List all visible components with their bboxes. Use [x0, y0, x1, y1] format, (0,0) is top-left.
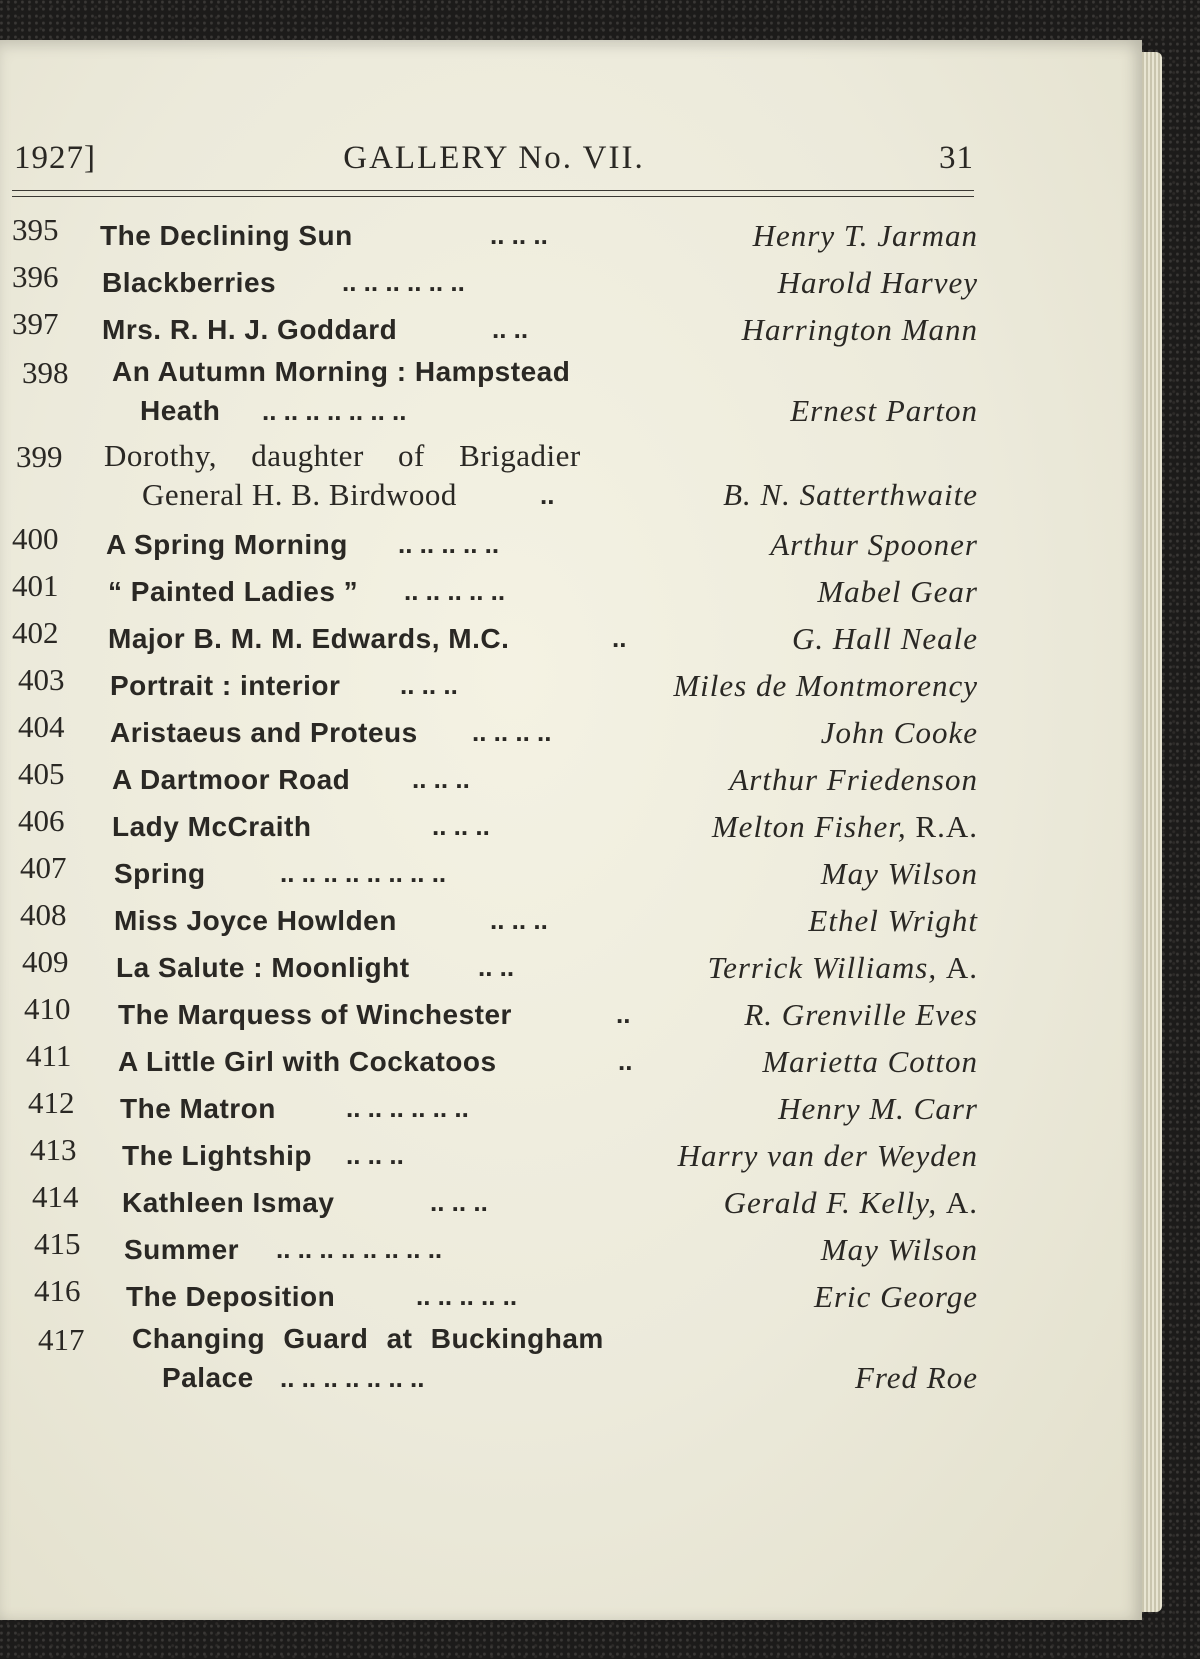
leader-dots: .. [540, 480, 555, 510]
catalogue-entry [12, 803, 978, 850]
leader-dots: .. .. [478, 952, 515, 982]
entry-number: 396 [12, 259, 59, 294]
entry-number: 415 [34, 1226, 81, 1261]
entry-title: The Deposition [126, 1281, 336, 1312]
entry-artist: B. N. Satterthwaite [723, 477, 978, 512]
catalogue-entry [12, 437, 978, 521]
entry-artist [712, 803, 978, 850]
artist-suffix: A. [945, 1185, 978, 1220]
header-page-number: 31 [939, 140, 974, 176]
entry-artist: G. Hall Neale [791, 621, 978, 656]
catalogue-entry [12, 1132, 978, 1179]
leader-dots: .. .. .. [430, 1187, 488, 1217]
entry-number: 406 [18, 803, 65, 838]
entry-title: An Autumn Morning : Hampstead [112, 356, 571, 387]
catalogue-entry [12, 897, 978, 944]
entry-title: The Marquess of Winchester [118, 999, 512, 1030]
entry-title: Aristaeus and Proteus [110, 717, 418, 748]
entry-title: Blackberries [102, 267, 277, 298]
entry-title: Spring [114, 858, 206, 889]
entry-artist: Henry M. Carr [778, 1091, 978, 1126]
catalogue-entry [12, 756, 978, 803]
entry-title: Lady McCraith [112, 811, 312, 842]
catalogue-entry [12, 709, 978, 756]
catalogue-entry [12, 1273, 978, 1320]
leader-dots: .. .. .. [490, 220, 548, 250]
entry-title: The Declining Sun [100, 220, 353, 251]
entry-number: 414 [32, 1179, 79, 1214]
entry-artist: Mabel Gear [817, 574, 978, 609]
entry-number: 405 [18, 756, 65, 791]
artist-name: Gerald F. Kelly, [723, 1185, 938, 1220]
entry-artist: May Wilson [820, 856, 978, 891]
leader-dots: .. .. .. [412, 764, 470, 794]
catalogue-entry [12, 521, 978, 568]
catalogue-entry [12, 1179, 978, 1226]
leader-dots: .. .. .. [490, 905, 548, 935]
catalogue-entry [12, 212, 978, 259]
leader-dots: .. [618, 1046, 633, 1076]
entry-title-continued: Palace [162, 1362, 254, 1393]
artist-suffix: A. [945, 950, 978, 985]
leader-dots: .. .. [492, 314, 529, 344]
leader-dots: .. .. .. .. .. .. .. .. [276, 1234, 443, 1264]
entry-artist: Fred Roe [854, 1360, 978, 1395]
catalogue-entry [12, 850, 978, 897]
entry-title: Dorothy, daughter of Brigadier [104, 438, 581, 473]
entry-artist: Harold Harvey [777, 265, 978, 300]
leader-dots: .. .. .. .. .. [416, 1281, 518, 1311]
entry-artist: Ernest Parton [790, 393, 978, 428]
catalogue-page [0, 40, 1142, 1620]
entry-number: 407 [20, 850, 67, 885]
leader-dots: .. .. .. .. .. [398, 529, 500, 559]
entry-artist: R. Grenville Eves [744, 997, 978, 1032]
entry-number: 400 [12, 521, 59, 556]
entry-number: 417 [38, 1322, 85, 1357]
catalogue-entry [12, 991, 978, 1038]
entry-number: 416 [34, 1273, 81, 1308]
entry-title: Summer [124, 1234, 240, 1265]
catalogue-entry [12, 1085, 978, 1132]
entry-title: Portrait : interior [110, 670, 341, 701]
entry-number: 402 [12, 615, 59, 650]
leader-dots: .. .. .. .. .. .. [346, 1093, 469, 1123]
entry-number: 409 [22, 944, 69, 979]
entry-artist: John Cooke [820, 715, 978, 750]
leader-dots: .. .. .. .. .. .. .. .. [280, 858, 447, 888]
entry-artist: Eric George [814, 1279, 978, 1314]
entry-title: Changing Guard at Buckingham [132, 1323, 604, 1354]
running-header [14, 140, 974, 186]
entry-title: Mrs. R. H. J. Goddard [102, 314, 398, 345]
entry-title: Major B. M. M. Edwards, M.C. [108, 623, 510, 654]
artist-name: Melton Fisher, [711, 809, 907, 844]
entry-title: A Spring Morning [106, 529, 348, 560]
catalogue-entry [12, 568, 978, 615]
header-double-rule [12, 190, 974, 197]
leader-dots: .. .. .. .. .. .. .. [262, 396, 407, 426]
catalogue-entry [12, 259, 978, 306]
entry-number: 412 [28, 1085, 75, 1120]
catalogue-entry [12, 944, 978, 991]
leader-dots: .. .. .. .. [472, 717, 552, 747]
leader-dots: .. [612, 623, 627, 653]
entry-number: 408 [20, 897, 67, 932]
entry-title: A Dartmoor Road [112, 764, 351, 795]
entry-number: 411 [26, 1038, 72, 1073]
leader-dots: .. .. .. [346, 1140, 404, 1170]
entry-title: Kathleen Ismay [122, 1187, 335, 1218]
entry-title: The Lightship [122, 1140, 313, 1171]
entry-title: “ Painted Ladies ” [108, 576, 359, 607]
entry-number: 413 [30, 1132, 77, 1167]
entry-artist [708, 944, 978, 991]
entry-number: 395 [12, 212, 59, 247]
leader-dots: .. .. .. .. .. .. [342, 267, 465, 297]
catalogue-entry [12, 615, 978, 662]
entry-title-continued: General H. B. Birdwood [142, 477, 457, 512]
entry-artist [724, 1179, 978, 1226]
entry-artist: May Wilson [820, 1232, 978, 1267]
artist-name: Terrick Williams, [707, 950, 938, 985]
entry-artist: Marietta Cotton [762, 1044, 978, 1079]
entry-artist: Harrington Mann [741, 312, 978, 347]
catalogue-entry [12, 1038, 978, 1085]
leader-dots: .. [616, 999, 631, 1029]
catalogue-entry [12, 306, 978, 353]
leader-dots: .. .. .. [432, 811, 490, 841]
catalogue-entry [12, 1320, 978, 1404]
entry-artist: Arthur Friedenson [729, 762, 978, 797]
entry-artist: Harry van der Weyden [677, 1138, 978, 1173]
entry-artist: Arthur Spooner [770, 527, 978, 562]
entry-number: 397 [12, 306, 59, 341]
entry-title: The Matron [120, 1093, 276, 1124]
artist-suffix: R.A. [915, 809, 978, 844]
entry-title: La Salute : Moonlight [116, 952, 410, 983]
leader-dots: .. .. .. .. .. [404, 576, 506, 606]
catalogue-entry [12, 353, 978, 437]
entry-title: A Little Girl with Cockatoos [118, 1046, 497, 1077]
entry-artist: Henry T. Jarman [752, 218, 978, 253]
entry-artist: Miles de Montmorency [673, 668, 978, 703]
leader-dots: .. .. .. .. .. .. .. [280, 1363, 425, 1393]
header-year: 1927] [14, 140, 96, 176]
header-gallery-title: GALLERY No. VII. [343, 140, 645, 176]
entry-number: 401 [12, 568, 59, 603]
entry-title: Miss Joyce Howlden [114, 905, 397, 936]
catalogue-entry [12, 1226, 978, 1273]
entry-artist: Ethel Wright [808, 903, 978, 938]
entry-title-continued: Heath [140, 395, 221, 426]
entry-number: 399 [16, 439, 63, 474]
catalogue-entries [12, 212, 978, 1404]
catalogue-entry [12, 662, 978, 709]
leader-dots: .. .. .. [400, 670, 458, 700]
entry-number: 398 [22, 355, 69, 390]
entry-number: 404 [18, 709, 65, 744]
entry-number: 403 [18, 662, 65, 697]
entry-number: 410 [24, 991, 71, 1026]
